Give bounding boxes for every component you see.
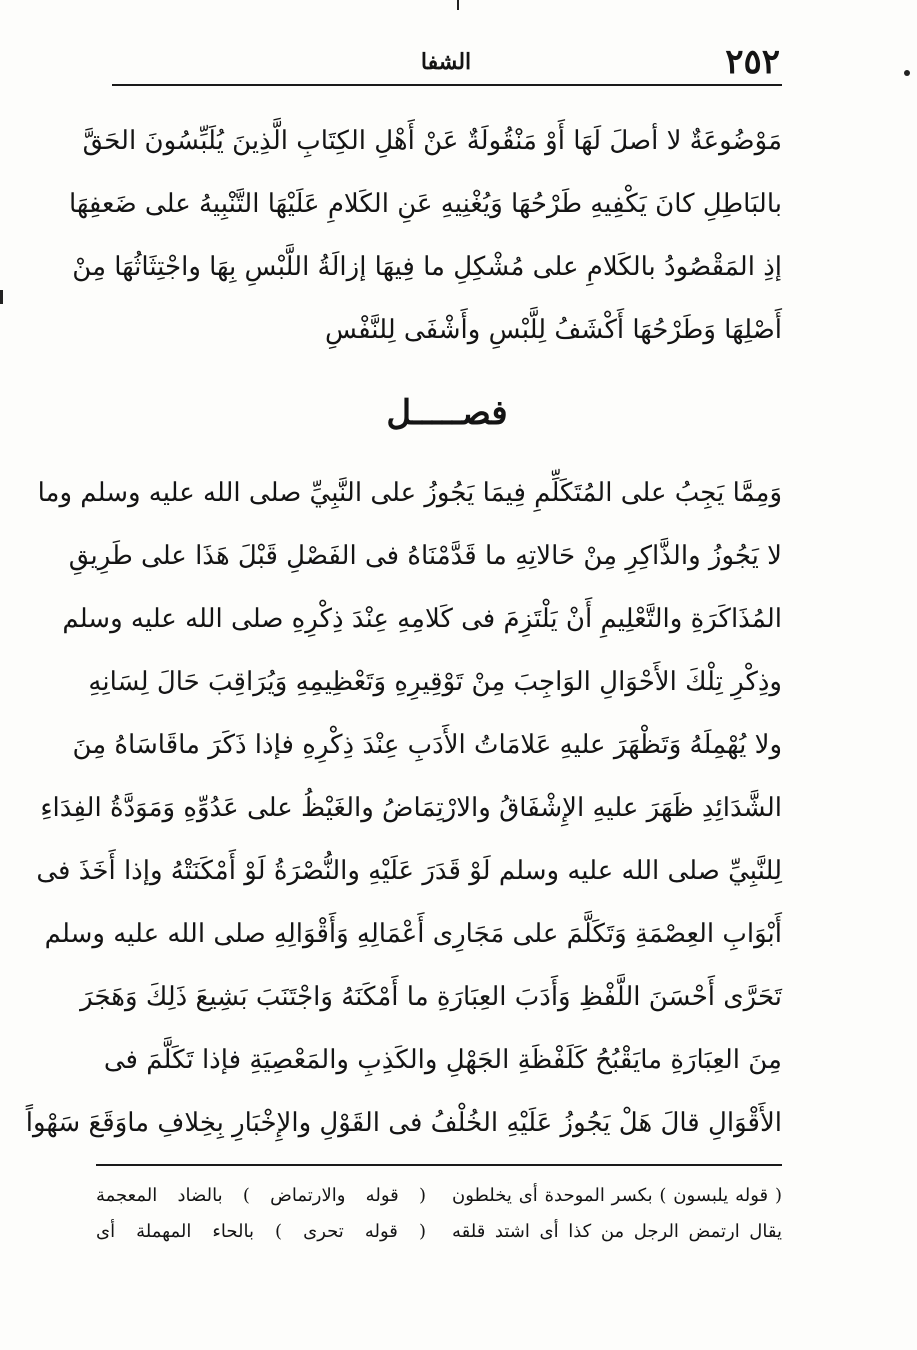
- footnote-line: ( قوله تحرى ) بالحاء المهملة أى: [96, 1221, 426, 1242]
- running-title: الشفا: [420, 49, 472, 75]
- scan-mark-left: [0, 290, 3, 304]
- section-heading: فصـــــل: [386, 393, 508, 433]
- text-line: إذِ المَقْصُودُ بالكَلامِ على مُشْكِلِ ما فِيهَا إزالَةُ اللَّبْسِ بِهَا واجْتِثَاثُهَا مِنْ: [72, 252, 782, 282]
- text-line: وذِكْرِ تِلْكَ الأَحْوَالِ الوَاجِبَ مِنْ تَوْقِيرِهِ وَتَعْظِيمِهِ وَيُرَاقِبَ حَالَ لِسَانِهِ: [88, 667, 782, 697]
- footnote-line: يقال ارتمض الرجل من كذا أى اشتد قلقه: [452, 1221, 782, 1242]
- footnote-line: ( قوله يلبسون ) بكسر الموحدة أى يخلطون: [452, 1185, 782, 1206]
- scan-mark-top: [457, 0, 459, 10]
- text-line: مَوْضُوعَةٌ لا أصلَ لَهَا أَوْ مَنْقُولَةٌ عَنْ أَهْلِ الكِتَابِ الَّذِينَ يُلَبِّسُونَ الحَقَّ: [82, 126, 782, 156]
- text-line: أَصْلِهَا وَطَرْحُهَا أَكْشَفُ لِلَّبْسِ وأَشْفَى لِلنَّفْسِ: [324, 315, 782, 345]
- text-line: لا يَجُوزُ والذَّاكِرِ مِنْ حَالاتِهِ ما قَدَّمْنَاهُ فى الفَصْلِ قَبْلَ هَذَا على طَرِيقِ: [68, 541, 782, 571]
- top-paragraph: [68, 110, 782, 362]
- text-line: بالبَاطِلِ كانَ يَكْفِيهِ طَرْحُهَا وَيُغْنِيهِ عَنِ الكَلامِ عَلَيْهَا التَّنْبِيهُ على ضَعفِهَا: [68, 189, 782, 219]
- main-paragraph: [25, 462, 782, 1155]
- text-line: ولا يُهْمِلَهُ وَتَظْهَرَ عليهِ عَلامَاتُ الأَدَبِ عِنْدَ ذِكْرِهِ فإذا ذَكَرَ ماقَاسَاهُ مِنَ: [72, 730, 782, 760]
- header-rule: [112, 84, 782, 86]
- text-line: مِنَ العِبَارَةِ مايَقْبُحُ كَلَفْظَةِ الجَهْلِ والكَذِبِ والمَعْصِيَةِ فإذا تَكَلَّمَ فى: [103, 1045, 782, 1075]
- footnote-rule: [96, 1164, 782, 1166]
- footnote-column-right: [452, 1178, 782, 1250]
- text-line: المُذَاكَرَةِ والتَّعْلِيمِ أَنْ يَلْتَزِمَ فى كَلامِهِ عِنْدَ ذِكْرِهِ صلى الله عليه وسلم: [62, 604, 782, 634]
- page-number: ٢٥٢: [725, 42, 780, 82]
- footnotes: [96, 1178, 782, 1258]
- text-line: لِلنَّبِيِّ صلى الله عليه وسلم لَوْ قَدَرَ عَلَيْهِ والنُّصْرَةُ لَوْ أَمْكَنَتْهُ وإذا أَخَذَ فى: [36, 856, 782, 886]
- page-header: [112, 40, 780, 84]
- footnote-column-left: [96, 1178, 426, 1250]
- text-line: أَبْوَابِ العِصْمَةِ وَتَكَلَّمَ على مَجَارِى أَعْمَالِهِ وَأَقْوَالِهِ صلى الله عليه وسلم: [44, 919, 782, 949]
- text-line: الأَقْوَالِ قالَ هَلْ يَجُوزُ عَلَيْهِ الخُلْفُ فى القَوْلِ والإِخْبَارِ بِخِلافِ ماوَقَعَ سَهْواً: [25, 1108, 782, 1138]
- scan-mark-right: [904, 70, 910, 76]
- text-line: تَحَرَّى أَحْسَنَ اللَّفْظِ وَأَدَبَ العِبَارَةِ ما أَمْكَنَهُ وَاجْتَنَبَ بَشِيعَ ذَلِكَ وَهَجَرَ: [80, 982, 782, 1012]
- footnote-line: ( قوله والارتماض ) بالضاد المعجمة: [96, 1185, 426, 1206]
- text-line: وَمِمَّا يَجِبُ على المُتَكَلِّمِ فِيمَا يَجُوزُ على النَّبِيِّ صلى الله عليه وسلم وما: [37, 478, 782, 508]
- text-line: الشَّدَائِدِ ظَهَرَ عليهِ الإِشْفَاقُ والارْتِمَاضُ والغَيْظُ على عَدُوِّهِ وَمَوَدَّةُ الفِدَاءِ: [40, 793, 782, 823]
